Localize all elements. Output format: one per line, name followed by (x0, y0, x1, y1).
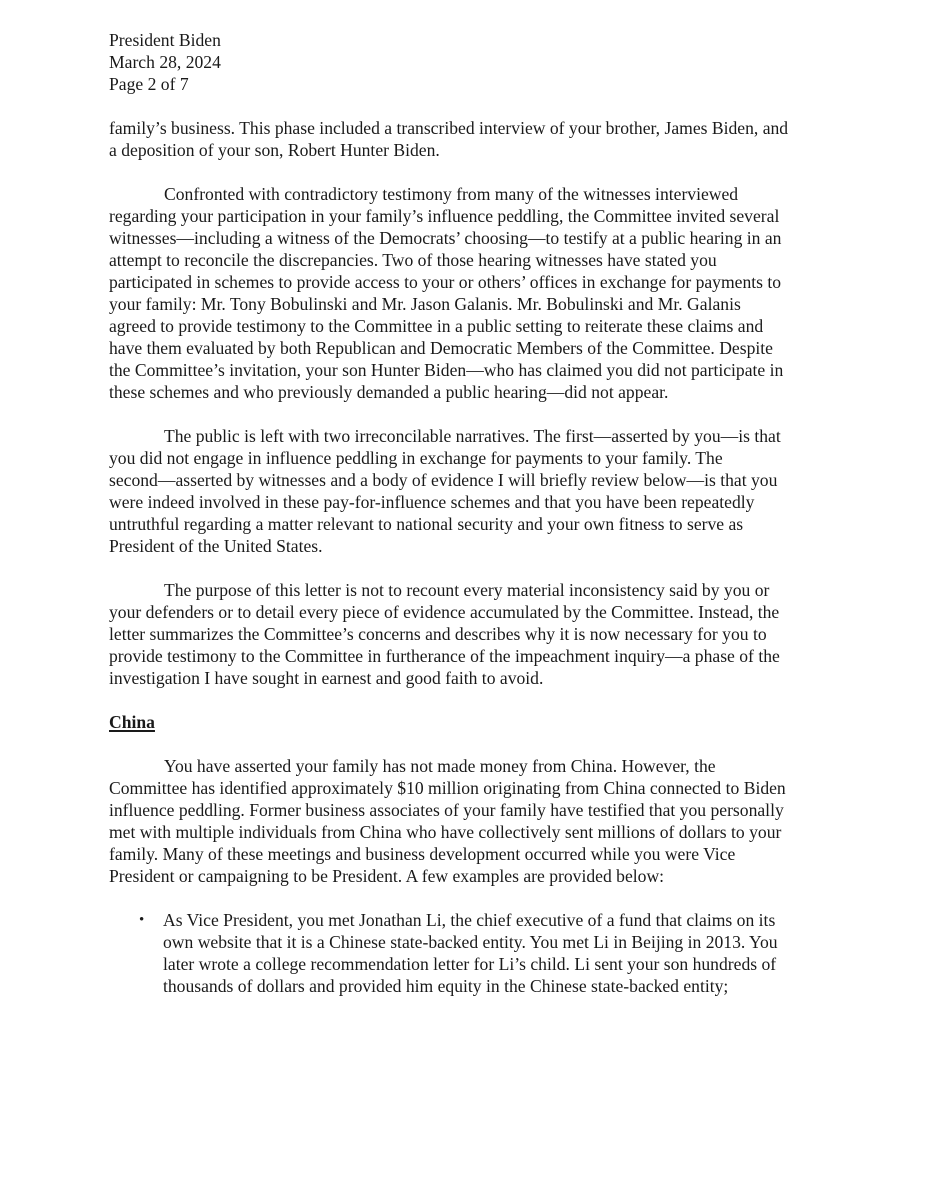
text-line: agreed to provide testimony to the Committee in a public setting to reiterate these claims and (109, 316, 764, 336)
text-line: have them evaluated by both Republican and Democratic Members of the Committee. Despite (109, 338, 773, 358)
text-line: thousands of dollars and provided him equity in the Chinese state-backed entity; (163, 976, 729, 996)
text-line: The purpose of this letter is not to recount every material inconsistency said by you or (164, 580, 770, 600)
text-line: were indeed involved in these pay-for-influence schemes and that you have been repeatedly (109, 492, 755, 512)
letter-header (109, 29, 829, 95)
recipient-line: President Biden (109, 30, 221, 50)
bullet-icon: • (139, 912, 145, 928)
text-line: provide testimony to the Committee in furtherance of the impeachment inquiry—a phase of the (109, 646, 780, 666)
text-line: your family: Mr. Tony Bobulinski and Mr. Jason Galanis. Mr. Bobulinski and Mr. Galanis (109, 294, 741, 314)
body-paragraph (109, 579, 829, 689)
text-line: participated in schemes to provide access to your or others’ offices in exchange for payments to (109, 272, 782, 292)
text-line: you did not engage in influence peddling in exchange for payments to your family. The (109, 448, 723, 468)
text-line: your defenders or to detail every piece of evidence accumulated by the Committee. Instead, the (109, 602, 780, 622)
text-line: witnesses—including a witness of the Democrats’ choosing—to testify at a public hearing in an (109, 228, 782, 248)
text-line: own website that it is a Chinese state-backed entity. You met Li in Beijing in 2013. You (163, 932, 778, 952)
text-line: President of the United States. (109, 536, 323, 556)
letter-page (109, 29, 829, 997)
section-heading-china: China (109, 712, 155, 732)
text-line: family. Many of these meetings and business development occurred while you were Vice (109, 844, 736, 864)
body-paragraph (109, 183, 829, 403)
text-line: As Vice President, you met Jonathan Li, the chief executive of a fund that claims on its (163, 910, 776, 930)
text-line: Committee has identified approximately $10 million originating from China connected to Biden (109, 778, 786, 798)
body-paragraph (109, 425, 829, 557)
text-line: You have asserted your family has not made money from China. However, the (164, 756, 716, 776)
bullet-list (109, 909, 829, 997)
text-line: a deposition of your son, Robert Hunter Biden. (109, 140, 440, 160)
text-line: President or campaigning to be President. A few examples are provided below: (109, 866, 665, 886)
text-line: the Committee’s invitation, your son Hunter Biden—who has claimed you did not participate in (109, 360, 784, 380)
date-line: March 28, 2024 (109, 52, 221, 72)
list-item (109, 909, 829, 997)
text-line: The public is left with two irreconcilable narratives. The first—asserted by you—is that (164, 426, 781, 446)
text-line: Confronted with contradictory testimony from many of the witnesses interviewed (164, 184, 739, 204)
text-line: regarding your participation in your family’s influence peddling, the Committee invited several (109, 206, 780, 226)
text-line: influence peddling. Former business associates of your family have testified that you personally (109, 800, 784, 820)
text-line: untruthful regarding a matter relevant to national security and your own fitness to serve as (109, 514, 744, 534)
text-line: letter summarizes the Committee’s concerns and describes why it is now necessary for you to (109, 624, 767, 644)
text-line: family’s business. This phase included a transcribed interview of your brother, James Biden, and (109, 118, 789, 138)
text-line: met with multiple individuals from China who have collectively sent millions of dollars to your (109, 822, 782, 842)
text-line: attempt to reconcile the discrepancies. Two of those hearing witnesses have stated you (109, 250, 717, 270)
body-paragraph (109, 117, 829, 161)
text-line: these schemes and who previously demanded a public hearing—did not appear. (109, 382, 669, 402)
section-intro-paragraph (109, 755, 829, 887)
text-line: second—asserted by witnesses and a body of evidence I will briefly review below—is that you (109, 470, 778, 490)
page-number: Page 2 of 7 (109, 74, 189, 94)
text-line: investigation I have sought in earnest and good faith to avoid. (109, 668, 544, 688)
text-line: later wrote a college recommendation letter for Li’s child. Li sent your son hundreds of (163, 954, 777, 974)
